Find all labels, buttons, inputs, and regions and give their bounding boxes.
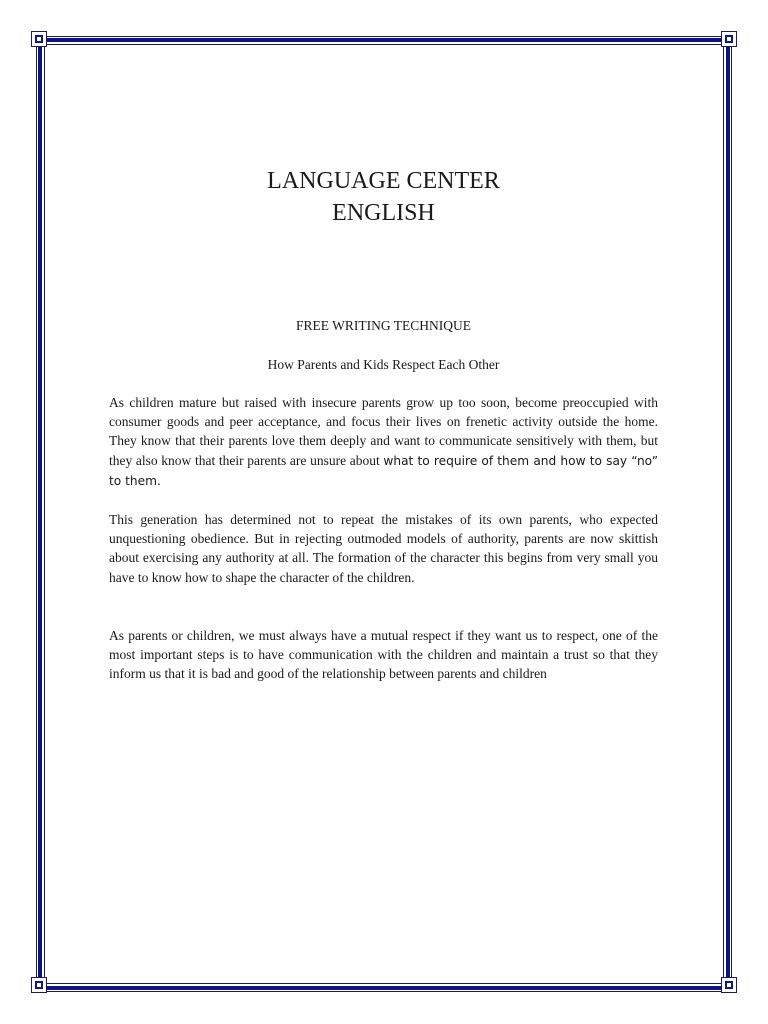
corner-ornament-bottom-right bbox=[721, 977, 737, 993]
heading-language-center: LANGUAGE CENTER bbox=[267, 168, 500, 194]
corner-ornament-bottom-left bbox=[31, 977, 47, 993]
paragraph-1 bbox=[109, 393, 658, 491]
paragraph-1-tail: what to require of them and how to say “no” to them. bbox=[109, 453, 659, 488]
corner-ornament-top-left bbox=[31, 31, 47, 47]
heading-english: ENGLISH bbox=[332, 200, 435, 226]
essay-title: How Parents and Kids Respect Each Other bbox=[267, 357, 500, 372]
paragraph-1-main: As children mature but raised with insecure parents grow up too soon, become preoccupied with consumer goods and peer acceptance, and focus their lives on frenetic activity outside the home. They know that their parents love them deeply and want to communicate sensitively with them, but they also know that their parents are unsure about bbox=[109, 395, 658, 468]
corner-ornament-top-right bbox=[721, 31, 737, 47]
section-title: FREE WRITING TECHNIQUE bbox=[296, 318, 471, 333]
paragraph-2: This generation has determined not to repeat the mistakes of its own parents, who expected unquestioning obedience. But in rejecting outmoded models of authority, parents are now skittish about exercising any authority at all. The formation of the character this begins from very small you have to know how to shape the character of the children. bbox=[109, 512, 658, 585]
paragraph-3: As parents or children, we must always have a mutual respect if they want us to respect, one of the most important steps is to have communication with the children and maintain a trust so that they inform us that it is bad and good of the relationship between parents and children bbox=[109, 628, 658, 682]
